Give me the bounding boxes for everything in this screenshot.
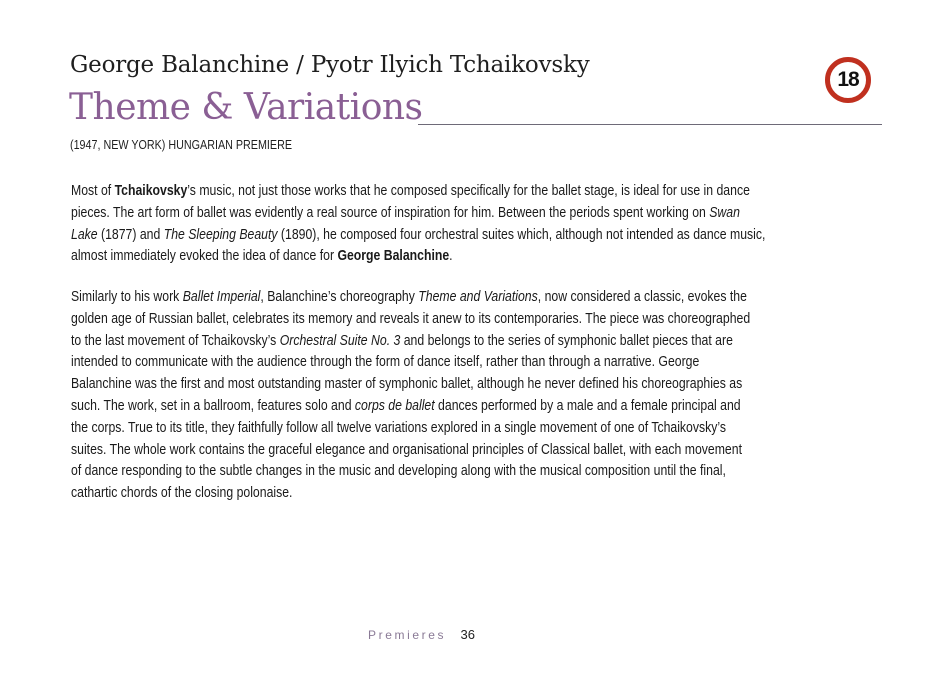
text-line: [71, 181, 877, 203]
credits-heading: George Balanchine / Pyotr Ilyich Tchaikovsky: [70, 52, 590, 78]
text-run: (1877) and: [97, 226, 164, 243]
italic-title: Swan: [709, 204, 740, 221]
italic-title: The Sleeping Beauty: [163, 226, 278, 243]
paragraph-2: [71, 287, 877, 505]
page-number: 36: [460, 627, 476, 642]
age-rating-icon: [825, 57, 871, 103]
text-run: (1890), he composed four orchestral suites which, although not intended as dance music,: [277, 226, 766, 243]
paragraph-1: [71, 181, 877, 268]
text-line: [71, 483, 877, 505]
text-run: golden age of Russian ballet, celebrates its memory and reveals it anew to its contemporaries. The piece was choreographed: [71, 310, 751, 327]
text-run: and belongs to the series of symphonic ballet pieces that are: [400, 332, 733, 349]
page-footer: [368, 626, 475, 644]
text-run: cathartic chords of the closing polonaise.: [71, 485, 293, 502]
text-run: Similarly to his work: [71, 289, 183, 305]
italic-title: Orchestral Suite No. 3: [279, 332, 401, 349]
text-run: , now considered a classic, evokes the: [537, 289, 747, 305]
text-run: almost immediately evoked the idea of dance for: [71, 248, 338, 265]
text-line: [71, 374, 877, 396]
page-title: Theme & Variations: [69, 87, 423, 128]
text-run: to the last movement of Tchaikovsky’s: [71, 332, 280, 349]
bold-name: George Balanchine: [337, 248, 450, 265]
text-run: intended to communicate with the audience through the form of dance itself, rather than through a narrative. George: [71, 354, 700, 371]
text-run: of dance responding to the subtle changes in the music and developing along with the musical composition until the final,: [71, 463, 726, 480]
text-line: [71, 418, 877, 440]
text-line: [71, 225, 877, 247]
italic-title: Theme and Variations: [418, 289, 538, 305]
text-line: [71, 203, 877, 225]
text-run: suites. The whole work contains the graceful elegance and organisational principles of Classical ballet, with each movement: [71, 441, 742, 458]
italic-title: Lake: [71, 226, 98, 243]
title-divider: [418, 124, 882, 125]
text-line: [71, 287, 877, 309]
text-run: pieces. The art form of ballet was evidently a real source of inspiration for him. Between the periods spent working on: [71, 204, 710, 221]
text-line: [71, 331, 877, 353]
text-run: Most of: [71, 183, 115, 199]
text-line: [71, 461, 877, 483]
text-line: [71, 352, 877, 374]
text-line: [71, 440, 877, 462]
text-run: the corps. True to its title, they faithfully follow all twelve variations explored in a single movement of one of Tchaikovsky’s: [71, 419, 727, 436]
text-line: [71, 246, 877, 268]
text-run: , Balanchine’s choreography: [260, 289, 419, 305]
italic-title: corps de ballet: [354, 397, 435, 414]
text-run: such. The work, set in a ballroom, features solo and: [71, 397, 355, 414]
text-line: [71, 309, 877, 331]
age-rating-value: 18: [837, 68, 859, 91]
text-run: .: [449, 248, 453, 265]
premiere-info: (1947, NEW YORK) HUNGARIAN PREMIERE: [70, 138, 293, 152]
footer-section-label: Premieres: [368, 628, 447, 642]
text-run: dances performed by a male and a female principal and: [434, 397, 741, 414]
text-run: Balanchine was the first and most outstanding master of symphonic ballet, although he never defined his choreographies as: [71, 376, 743, 393]
bold-name: Tchaikovsky: [114, 183, 188, 199]
italic-title: Ballet Imperial: [182, 289, 261, 305]
text-run: ’s music, not just those works that he composed specifically for the ballet stage, is ideal for use in dance: [187, 183, 750, 199]
text-line: [71, 396, 877, 418]
